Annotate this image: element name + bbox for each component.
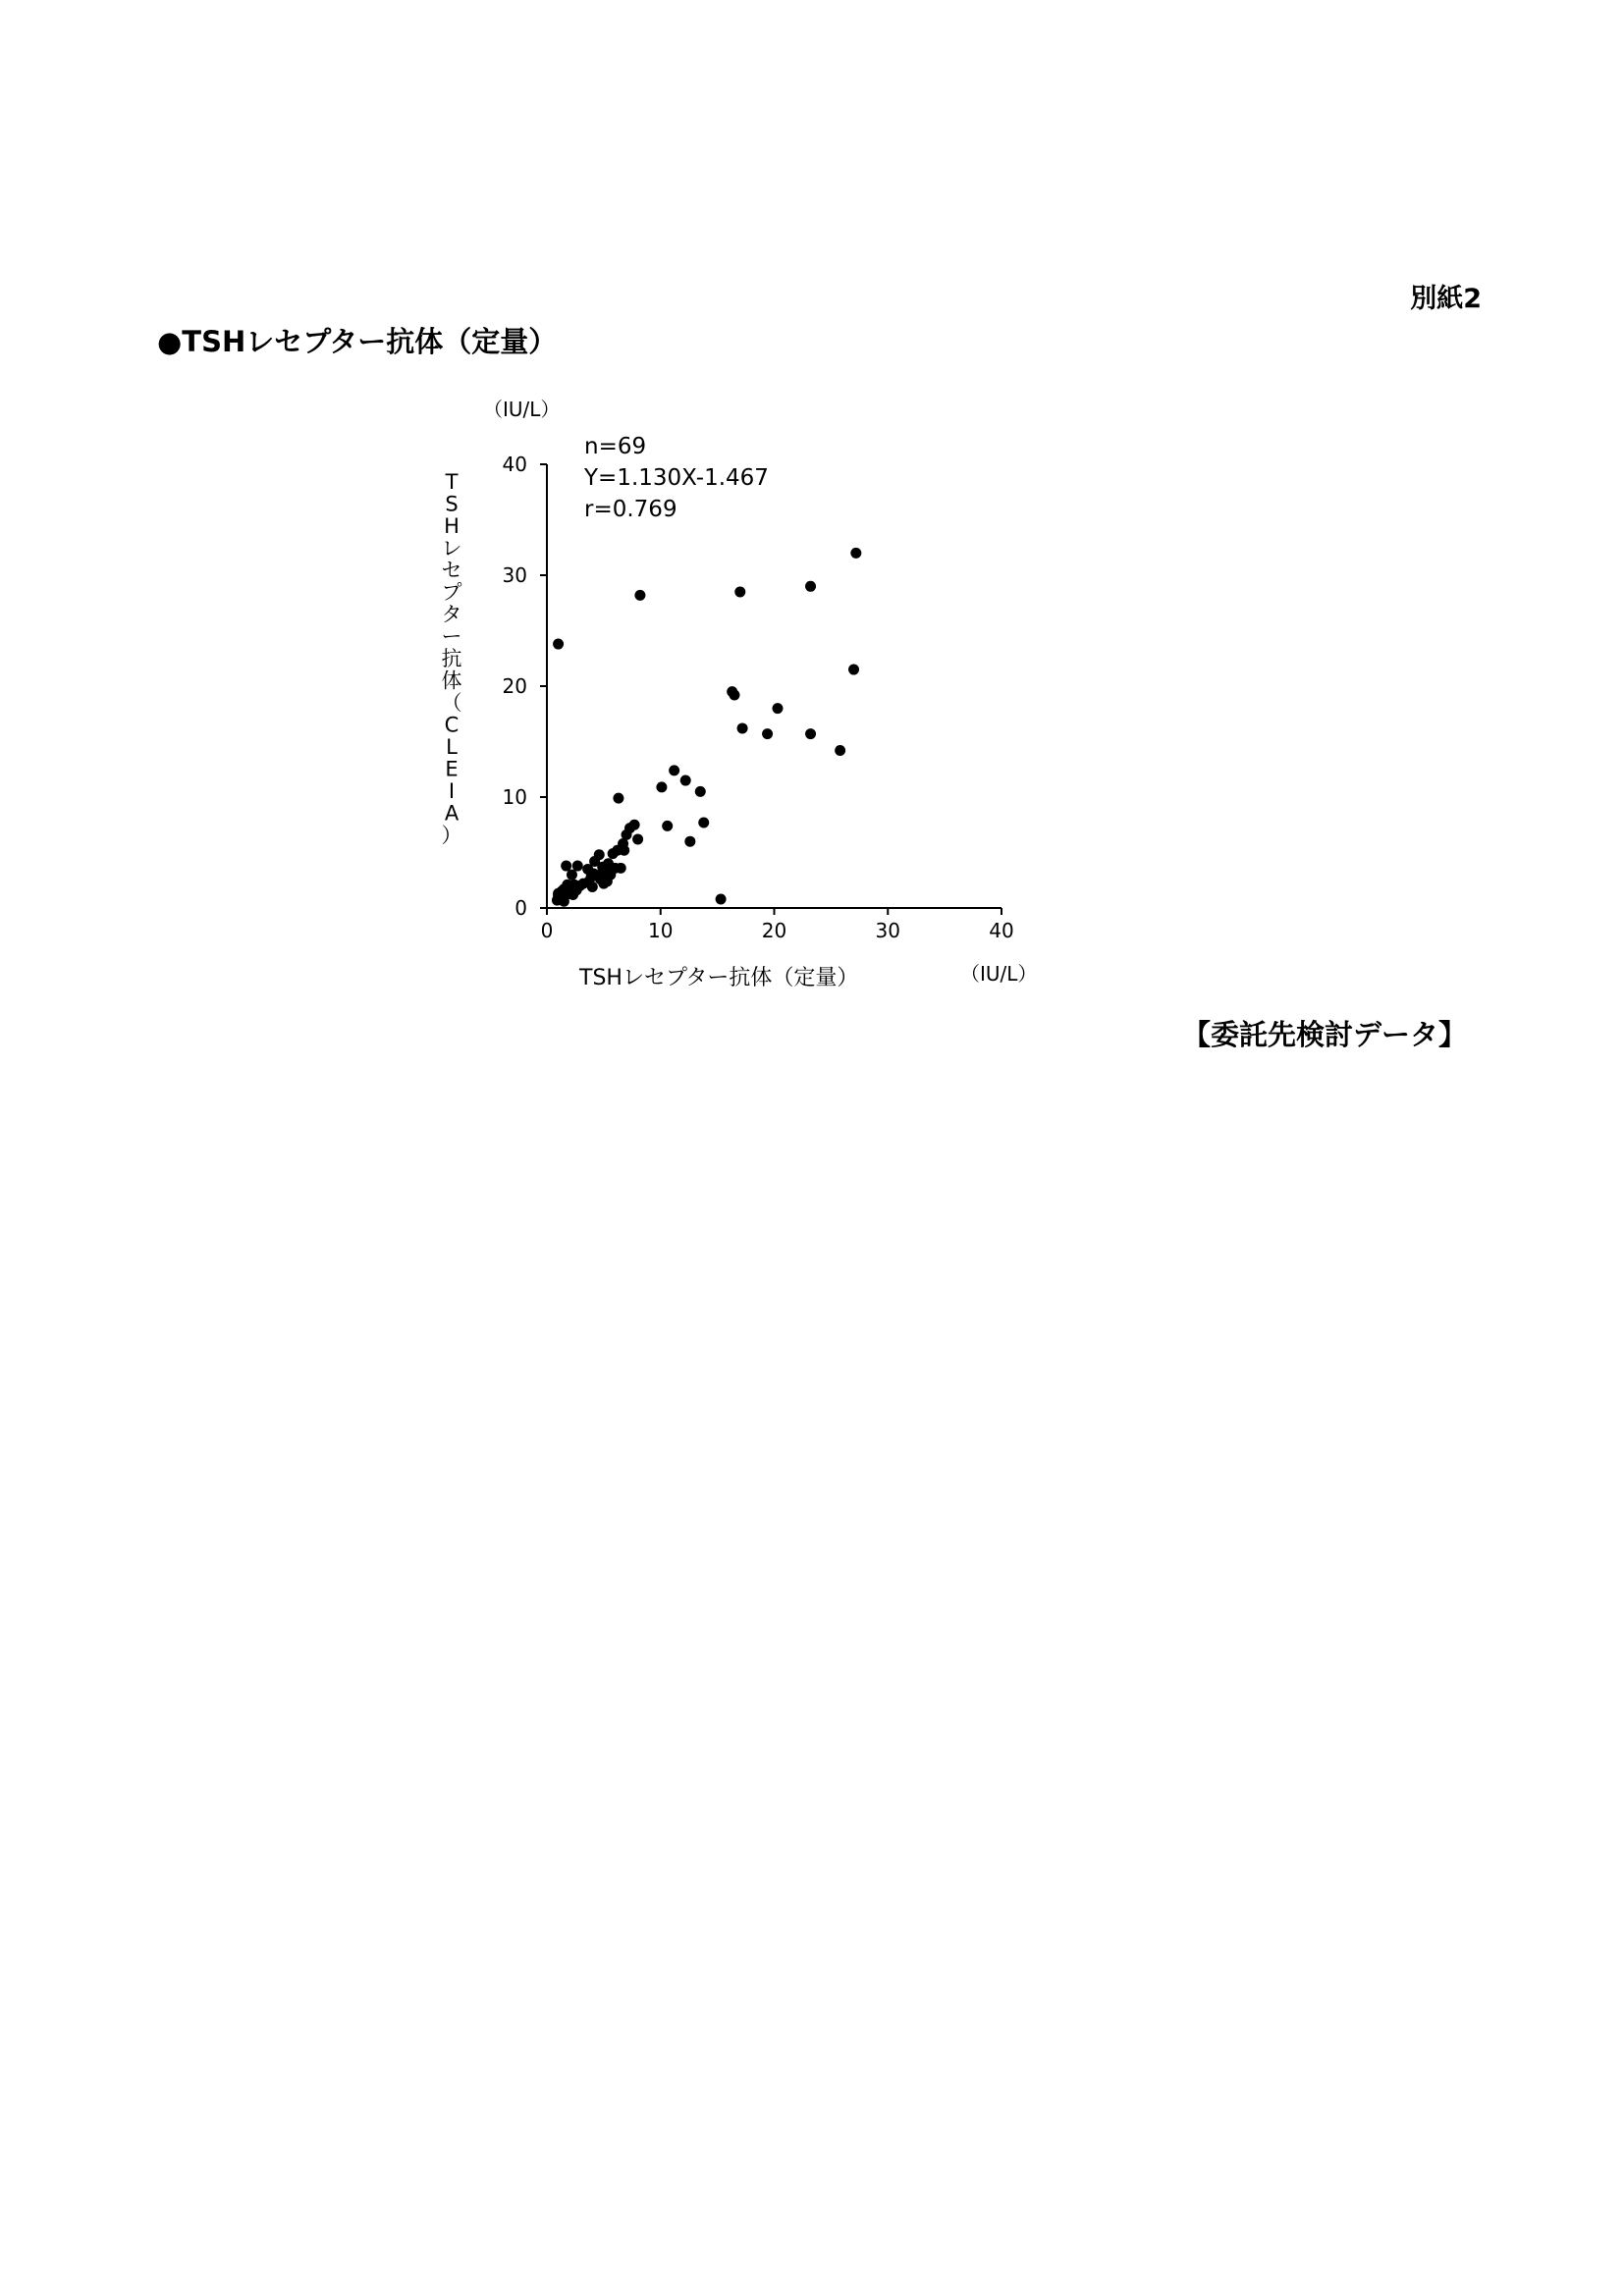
y-label-char: C: [444, 713, 460, 737]
data-point: [561, 861, 571, 872]
y-label-char: セ: [441, 559, 462, 582]
data-point: [567, 870, 577, 881]
y-label-char: 体: [441, 668, 462, 693]
y-label-char: 抗: [441, 647, 462, 670]
data-point: [662, 821, 673, 831]
data-point: [835, 745, 845, 756]
source-note: 【委託先検討データ】: [1181, 1018, 1467, 1051]
data-point: [656, 781, 667, 792]
y-tick-label: 40: [502, 453, 527, 476]
x-tick-label: 30: [875, 919, 900, 942]
y-label-char: タ: [441, 603, 462, 626]
data-point: [695, 786, 706, 797]
data-point: [762, 728, 773, 739]
y-label-char: プ: [441, 580, 462, 605]
scatter-chart: [412, 383, 1060, 1011]
data-point: [616, 863, 626, 874]
data-point: [772, 703, 783, 714]
y-label-char: T: [445, 470, 459, 494]
data-point: [634, 590, 645, 601]
y-unit-label: （IU/L）: [483, 398, 561, 421]
data-point: [737, 722, 748, 733]
y-tick-label: 0: [514, 896, 527, 920]
y-tick-label: 20: [502, 674, 527, 698]
x-tick-labels: [541, 908, 1014, 942]
y-label-char: I: [448, 779, 456, 803]
stat-annotation: Y=1.130X-1.467: [584, 465, 769, 491]
section-title: ●TSHレセプター抗体（定量）: [157, 325, 558, 358]
data-point: [587, 881, 598, 892]
y-label-char: H: [444, 514, 460, 538]
x-tick-label: 40: [989, 919, 1014, 942]
y-tick-labels: [503, 453, 547, 920]
attachment-label: 別紙2: [1410, 284, 1482, 314]
data-point: [619, 845, 629, 856]
stat-annotation: n=69: [584, 434, 647, 459]
y-label-char: L: [446, 735, 458, 759]
data-point: [734, 586, 745, 597]
data-point: [680, 775, 691, 786]
data-point: [598, 879, 609, 889]
data-point: [632, 833, 643, 844]
x-axis-label: TSHレセプター抗体（定量）: [579, 966, 859, 990]
stat-annotation: r=0.769: [584, 497, 677, 522]
x-tick-label: 0: [540, 919, 554, 942]
data-point: [848, 665, 859, 675]
data-point: [553, 890, 564, 901]
x-tick-label: 10: [648, 919, 674, 942]
data-point: [613, 793, 623, 804]
chart-annotations: [583, 434, 769, 522]
y-tick-label: 10: [502, 785, 527, 809]
x-unit-label: （IU/L）: [960, 962, 1038, 986]
data-point: [729, 690, 739, 701]
data-point: [716, 893, 727, 904]
data-point: [553, 639, 564, 650]
data-point: [669, 765, 679, 775]
data-point: [805, 728, 816, 739]
data-point: [684, 836, 695, 847]
data-point: [608, 848, 619, 859]
y-label-char: ー: [441, 624, 462, 649]
y-label-char: A: [444, 801, 460, 826]
data-point: [850, 548, 861, 559]
y-label-char: S: [445, 492, 459, 516]
data-point: [698, 817, 709, 828]
y-tick-label: 30: [502, 563, 527, 587]
data-point: [572, 861, 583, 872]
y-label-char: （: [441, 691, 462, 715]
x-tick-label: 20: [761, 919, 787, 942]
y-label-char: E: [445, 757, 459, 781]
y-label-char: ）: [441, 824, 462, 847]
y-label-char: レ: [441, 536, 462, 561]
y-axis-label: [442, 470, 462, 847]
data-points: [552, 548, 861, 907]
data-point: [805, 581, 816, 592]
